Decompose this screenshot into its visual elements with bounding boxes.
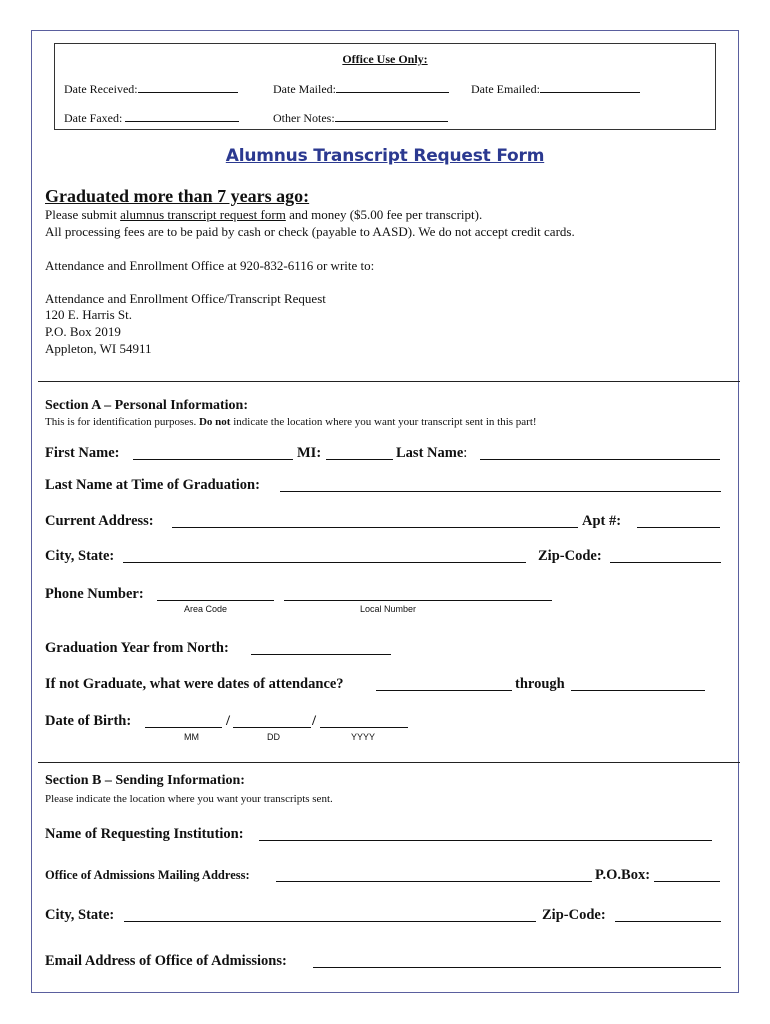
city-state-label-a: City, State: — [45, 548, 115, 564]
last-name-grad-line[interactable] — [280, 491, 721, 492]
graduated-line-3: Attendance and Enrollment Office at 920-832-6116 or write to: — [45, 258, 375, 273]
city-state-line-a[interactable] — [123, 562, 526, 563]
mi-label: MI: — [297, 445, 322, 461]
phone-label: Phone Number: — [45, 586, 144, 602]
last-name-grad-label: Last Name at Time of Graduation: — [45, 477, 260, 493]
last-name-colon: : — [463, 445, 468, 461]
institution-label: Name of Requesting Institution: — [45, 826, 244, 842]
institution-line[interactable] — [259, 840, 712, 841]
current-address-label: Current Address: — [45, 513, 154, 529]
date-mailed-label: Date Mailed: — [273, 82, 336, 96]
graduated-line-1-pre: Please submit — [45, 207, 121, 222]
section-b-heading: Section B – Sending Information: — [45, 773, 245, 788]
other-notes-field — [273, 110, 448, 126]
yyyy-caption: YYYY — [351, 732, 376, 742]
grad-year-line[interactable] — [251, 654, 391, 655]
local-number-caption: Local Number — [360, 604, 417, 614]
address-line-2: 120 E. Harris St. — [45, 307, 133, 322]
address-line-1: Attendance and Enrollment Office/Transcript Request — [45, 291, 326, 306]
dob-slash-1: / — [226, 713, 231, 729]
last-name-text: Last Name — [396, 445, 464, 461]
section-a-heading: Section A – Personal Information: — [45, 398, 248, 413]
date-received-field — [64, 81, 238, 97]
form-title: Alumnus Transcript Request Form — [225, 146, 545, 166]
other-notes-label: Other Notes: — [273, 111, 335, 125]
dob-label: Date of Birth: — [45, 713, 132, 729]
po-box-label: P.O.Box: — [595, 867, 651, 883]
email-label: Email Address of Office of Admissions: — [45, 953, 287, 969]
mm-caption: MM — [184, 732, 199, 742]
graduated-line-1-post: and money ($5.00 fee per transcript). — [285, 207, 483, 222]
first-name-label: First Name: — [45, 445, 120, 461]
apt-line[interactable] — [637, 527, 720, 528]
zip-label-b: Zip-Code: — [542, 907, 606, 923]
office-use-title: Office Use Only: — [342, 52, 428, 66]
dob-slash-2: / — [312, 713, 317, 729]
po-box-line[interactable] — [654, 881, 720, 882]
date-faxed-label: Date Faxed: — [64, 111, 123, 125]
date-faxed-line[interactable] — [125, 110, 239, 122]
section-divider-b — [38, 762, 740, 763]
graduated-heading: Graduated more than 7 years ago: — [45, 186, 310, 206]
date-emailed-label: Date Emailed: — [471, 82, 540, 96]
section-a-note-pre: This is for identification purposes. — [45, 416, 199, 428]
graduated-line-2: All processing fees are to be paid by cash or check (payable to AASD). We do not accept credit cards. — [45, 224, 575, 239]
section-divider-a — [38, 381, 740, 382]
attendance-start-line[interactable] — [376, 690, 512, 691]
address-line-3: P.O. Box 2019 — [45, 324, 121, 339]
graduated-line-1 — [45, 207, 482, 223]
zip-label-a: Zip-Code: — [538, 548, 602, 564]
area-code-line[interactable] — [157, 600, 274, 601]
city-state-label-b: City, State: — [45, 907, 115, 923]
dd-caption: DD — [267, 732, 280, 742]
zip-line-a[interactable] — [610, 562, 721, 563]
date-received-line[interactable] — [138, 81, 238, 93]
date-received-label: Date Received: — [64, 82, 138, 96]
section-b-note: Please indicate the location where you want your transcripts sent. — [45, 793, 333, 805]
date-mailed-field — [273, 81, 449, 97]
office-use-box — [54, 43, 716, 130]
admissions-address-line[interactable] — [276, 881, 592, 882]
city-state-line-b[interactable] — [124, 921, 536, 922]
alumnus-form-link[interactable]: alumnus transcript request form — [120, 207, 286, 222]
section-a-note-bold: Do not — [198, 416, 231, 428]
first-name-line[interactable] — [133, 459, 293, 460]
area-code-caption: Area Code — [184, 604, 228, 614]
apt-label: Apt #: — [582, 513, 622, 529]
zip-line-b[interactable] — [615, 921, 721, 922]
dob-day-line[interactable] — [233, 727, 311, 728]
dob-month-line[interactable] — [145, 727, 222, 728]
attendance-end-line[interactable] — [571, 690, 705, 691]
attendance-dates-label: If not Graduate, what were dates of attendance? — [45, 676, 344, 692]
email-line[interactable] — [313, 967, 721, 968]
address-line-4: Appleton, WI 54911 — [45, 341, 152, 356]
date-emailed-field — [471, 81, 640, 97]
last-name-label — [396, 445, 467, 462]
section-a-note — [45, 416, 537, 428]
current-address-line[interactable] — [172, 527, 578, 528]
through-label: through — [515, 676, 565, 692]
date-mailed-line[interactable] — [336, 81, 449, 93]
grad-year-label: Graduation Year from North: — [45, 640, 229, 656]
section-a-note-post: indicate the location where you want your transcript sent in this part! — [230, 416, 537, 428]
last-name-line[interactable] — [480, 459, 720, 460]
mi-line[interactable] — [326, 459, 393, 460]
other-notes-line[interactable] — [335, 110, 448, 122]
date-faxed-field — [64, 110, 239, 126]
dob-year-line[interactable] — [320, 727, 408, 728]
local-number-line[interactable] — [284, 600, 552, 601]
page-frame — [31, 30, 739, 993]
date-emailed-line[interactable] — [540, 81, 640, 93]
admissions-address-label: Office of Admissions Mailing Address: — [45, 868, 250, 882]
